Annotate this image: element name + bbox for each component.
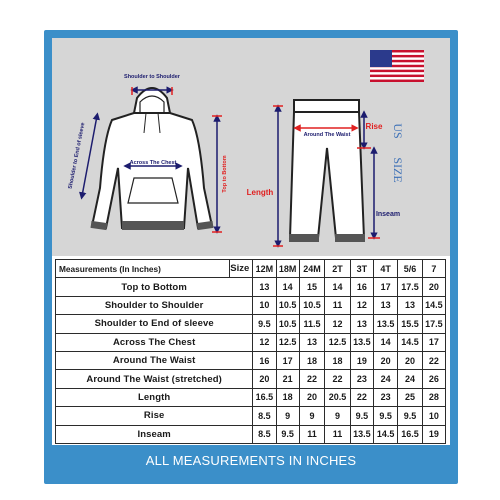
- table-row: [56, 351, 446, 369]
- measurement-value: 16.5: [253, 388, 276, 406]
- rise-label: Rise: [365, 122, 383, 131]
- measurement-value: 14: [325, 278, 351, 296]
- measurement-value: 13.5: [373, 315, 397, 333]
- measurement-value: 9.5: [276, 425, 299, 443]
- measurement-label: Across The Chest: [56, 333, 253, 351]
- measurement-value: 11: [299, 425, 325, 443]
- measurement-value: 13.5: [350, 425, 373, 443]
- size-column-header: 12M: [253, 260, 276, 278]
- pants-drawing: [289, 100, 365, 242]
- size-table: [55, 259, 446, 444]
- measurement-value: 23: [373, 388, 397, 406]
- table-row: [56, 388, 446, 406]
- measurement-value: 12: [325, 315, 351, 333]
- measurement-label: Shoulder to End of sleeve: [56, 315, 253, 333]
- measurement-value: 14.5: [422, 296, 445, 314]
- measurement-value: 22: [422, 351, 445, 369]
- measurement-value: 28: [422, 388, 445, 406]
- size-column-header: 18M: [276, 260, 299, 278]
- measurement-value: 13: [398, 296, 422, 314]
- footer-note: ALL MEASUREMENTS IN INCHES: [145, 453, 357, 468]
- measurement-value: 13: [373, 296, 397, 314]
- shoulder-to-shoulder-label: Shoulder to Shoulder: [124, 74, 180, 80]
- measurement-value: 9: [299, 407, 325, 425]
- measurement-value: 12.5: [325, 333, 351, 351]
- length-label: Length: [246, 188, 274, 197]
- measurement-value: 17: [373, 278, 397, 296]
- size-label: SIZE: [391, 157, 405, 183]
- measurement-value: 11: [325, 425, 351, 443]
- across-chest-label: Across The Chest: [129, 160, 177, 166]
- measurement-value: 19: [350, 351, 373, 369]
- garment-illustration: [52, 38, 450, 256]
- measurement-value: 17: [422, 333, 445, 351]
- measurement-label: Rise: [56, 407, 253, 425]
- size-header: Size: [230, 260, 253, 278]
- table-row: [56, 333, 446, 351]
- measurement-value: 20.5: [325, 388, 351, 406]
- measurement-value: 25: [398, 388, 422, 406]
- measurement-value: 16.5: [398, 425, 422, 443]
- measurement-value: 19: [422, 425, 445, 443]
- around-waist-label: Around The Waist: [303, 132, 351, 138]
- measurement-value: 13: [350, 315, 373, 333]
- measurement-value: 14.5: [398, 333, 422, 351]
- inseam-label: Inseam: [375, 211, 401, 218]
- measurement-value: 13: [253, 278, 276, 296]
- measurement-value: 12.5: [276, 333, 299, 351]
- measurements-header: Measurements (In Inches): [56, 260, 230, 278]
- top-to-bottom-label: Top to Bottom: [222, 155, 228, 193]
- measurement-value: 22: [325, 370, 351, 388]
- us-label: US: [391, 123, 405, 139]
- table-row: [56, 425, 446, 443]
- measurement-value: 10.5: [276, 315, 299, 333]
- table-row: [56, 296, 446, 314]
- measurement-value: 9.5: [350, 407, 373, 425]
- size-column-header: 3T: [350, 260, 373, 278]
- measurement-value: 18: [325, 351, 351, 369]
- measurement-value: 22: [299, 370, 325, 388]
- measurement-value: 17.5: [422, 315, 445, 333]
- measurement-value: 10.5: [299, 296, 325, 314]
- size-chart-frame: [44, 30, 458, 484]
- size-column-header: 4T: [373, 260, 397, 278]
- measurement-value: 9: [325, 407, 351, 425]
- measurement-value: 11: [325, 296, 351, 314]
- measurement-value: 17.5: [398, 278, 422, 296]
- measurement-value: 13.5: [350, 333, 373, 351]
- measurement-label: Around The Waist (stretched): [56, 370, 253, 388]
- measurement-value: 8.5: [253, 425, 276, 443]
- measurement-value: 12: [350, 296, 373, 314]
- measurement-value: 17: [276, 351, 299, 369]
- measurement-value: 8.5: [253, 407, 276, 425]
- measurement-value: 24: [398, 370, 422, 388]
- measurement-label: Length: [56, 388, 253, 406]
- measurement-value: 14: [373, 333, 397, 351]
- measurement-label: Top to Bottom: [56, 278, 253, 296]
- us-flag-icon: [370, 50, 424, 82]
- measurement-value: 15: [299, 278, 325, 296]
- size-chart-panel: [52, 38, 450, 476]
- measurement-value: 10: [422, 407, 445, 425]
- measurement-value: 21: [276, 370, 299, 388]
- garment-diagram: [52, 38, 450, 256]
- measurement-value: 22: [350, 388, 373, 406]
- measurement-value: 14: [276, 278, 299, 296]
- measurement-value: 18: [276, 388, 299, 406]
- measurement-value: 16: [350, 278, 373, 296]
- table-row: [56, 370, 446, 388]
- measurement-value: 12: [253, 333, 276, 351]
- measurement-value: 13: [299, 333, 325, 351]
- measurement-value: 20: [373, 351, 397, 369]
- size-column-header: 7: [422, 260, 445, 278]
- measurement-value: 10: [253, 296, 276, 314]
- size-column-header: 5/6: [398, 260, 422, 278]
- measurement-value: 20: [253, 370, 276, 388]
- table-row: [56, 407, 446, 425]
- footer-bar: [52, 445, 450, 476]
- measurement-value: 20: [422, 278, 445, 296]
- table-row: [56, 315, 446, 333]
- measurement-value: 11.5: [299, 315, 325, 333]
- measurement-value: 26: [422, 370, 445, 388]
- measurement-value: 9.5: [398, 407, 422, 425]
- measurement-label: Around The Waist: [56, 351, 253, 369]
- sleeve-label: Shoulder to End of sleeve: [67, 122, 87, 190]
- measurement-value: 23: [350, 370, 373, 388]
- measurement-value: 9: [276, 407, 299, 425]
- measurement-value: 20: [299, 388, 325, 406]
- measurement-value: 24: [373, 370, 397, 388]
- size-column-header: 24M: [299, 260, 325, 278]
- measurement-value: 16: [253, 351, 276, 369]
- measurement-value: 20: [398, 351, 422, 369]
- size-column-header: 2T: [325, 260, 351, 278]
- measurement-label: Shoulder to Shoulder: [56, 296, 253, 314]
- measurement-value: 10.5: [276, 296, 299, 314]
- measurement-value: 15.5: [398, 315, 422, 333]
- measurement-value: 9.5: [253, 315, 276, 333]
- measurement-value: 14.5: [373, 425, 397, 443]
- table-header-row: [56, 260, 446, 278]
- measurement-value: 18: [299, 351, 325, 369]
- measurement-value: 9.5: [373, 407, 397, 425]
- table-row: [56, 278, 446, 296]
- measurement-label: Inseam: [56, 425, 253, 443]
